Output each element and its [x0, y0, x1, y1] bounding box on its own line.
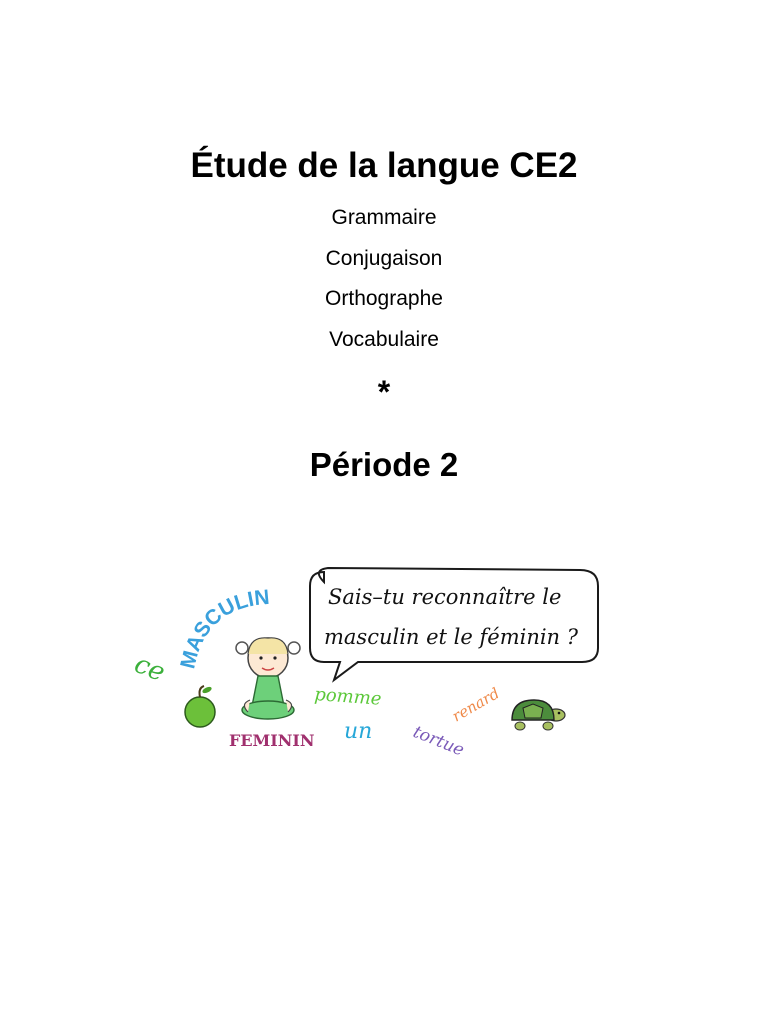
- cover-illustration: [128, 560, 608, 765]
- separator-asterisk: *: [377, 374, 391, 410]
- topic-vocabulaire: Vocabulaire: [329, 327, 439, 351]
- topic-conjugaison: Conjugaison: [325, 246, 443, 270]
- turtle-icon: [512, 700, 565, 730]
- word-renard: renard: [449, 684, 503, 726]
- page-title: Étude de la langue CE2: [190, 146, 578, 185]
- period-heading: Période 2: [309, 446, 459, 483]
- word-tortue: tortue: [410, 722, 467, 761]
- word-feminin: FEMININ: [229, 731, 315, 750]
- girl-icon: [236, 638, 300, 719]
- speech-text-line-1: Sais–tu reconnaître le: [328, 585, 562, 609]
- svg-text:MASCULIN: MASCULIN: [176, 585, 271, 671]
- topic-grammaire: Grammaire: [331, 206, 437, 229]
- word-pomme: pomme: [313, 684, 383, 710]
- topic-orthographe: Orthographe: [325, 287, 443, 310]
- apple-icon: [185, 686, 215, 727]
- speech-text-line-2: masculin et le féminin ?: [324, 625, 579, 649]
- word-ce: ce: [130, 648, 170, 689]
- topic-list: [0, 198, 768, 360]
- word-un: un: [344, 719, 373, 744]
